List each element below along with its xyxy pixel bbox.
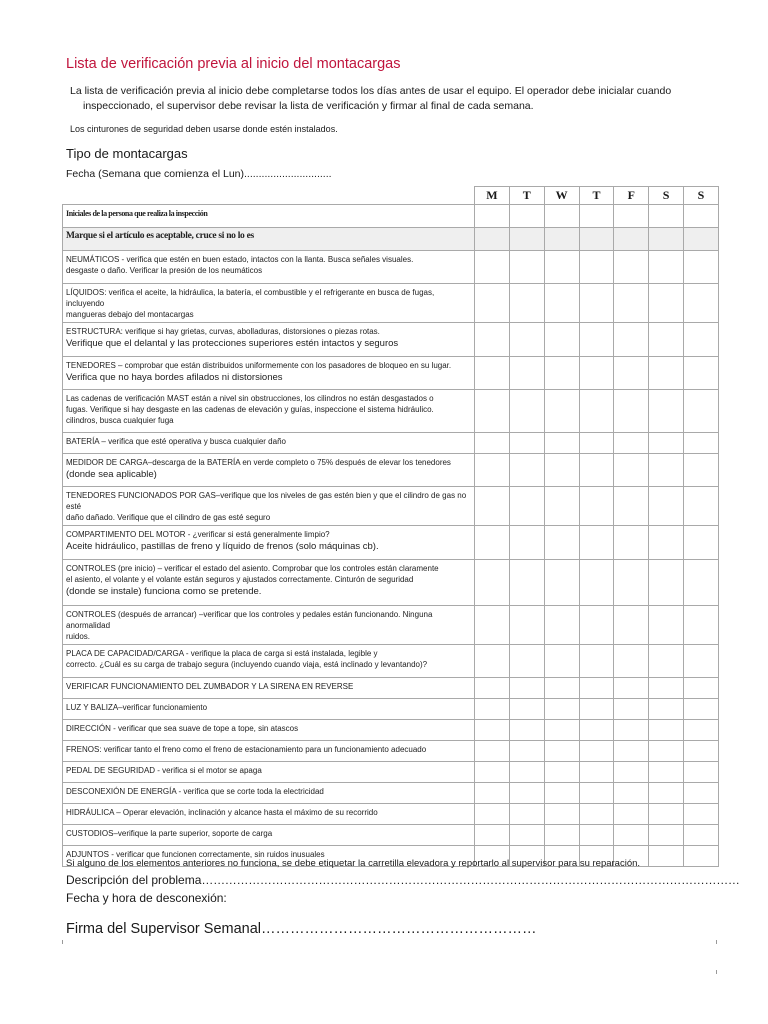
checklist-item-line: daño dañado. Verifique que el cilindro de gas esté seguro [66,513,271,522]
day-header-sat: S [649,187,684,205]
day-check-cell[interactable] [684,433,719,454]
checklist-item-text [63,645,475,678]
day-check-cell[interactable] [544,454,579,487]
day-check-cell[interactable] [475,357,510,390]
seatbelt-note [66,122,338,137]
corner-tick [716,970,717,974]
checklist-row [63,487,719,526]
day-check-cell[interactable] [684,645,719,678]
day-header-mon: M [475,187,510,205]
day-check-cell[interactable] [475,284,510,323]
checklist-item-line: PEDAL DE SEGURIDAD - verifica si el motor se apaga [66,766,262,775]
day-check-cell[interactable] [544,433,579,454]
checklist-item-line: correcto. ¿Cuál es su carga de trabajo segura (incluyendo cuando viaja, está inclinado y levantando)? [66,660,428,669]
day-check-cell[interactable] [509,560,544,606]
checklist-item-line: ADJUNTOS - verificar que funcionen correctamente, sin ruidos inusuales [66,850,325,859]
checklist-row [63,783,719,804]
day-check-cell[interactable] [509,205,544,228]
day-check-cell[interactable] [509,762,544,783]
day-check-cell[interactable] [614,741,649,762]
day-check-cell[interactable] [649,804,684,825]
day-check-cell[interactable] [509,678,544,699]
day-check-cell[interactable] [475,323,510,357]
checklist-item-line: BATERÍA – verifica que esté operativa y busca cualquier daño [66,437,286,446]
failure-note: Si alguno de los elementos anteriores no funciona, se debe etiquetar la carretilla elevadora y reportarlo al supervisor para su reparación. [66,858,641,869]
day-check-cell[interactable] [544,804,579,825]
day-check-cell[interactable] [475,251,510,284]
day-check-cell[interactable] [544,284,579,323]
day-check-cell[interactable] [509,433,544,454]
day-check-cell[interactable] [649,390,684,433]
checklist-item-line: VERIFICAR FUNCIONAMIENTO DEL ZUMBADOR Y LA SIRENA EN REVERSE [66,682,354,691]
day-check-cell[interactable] [475,606,510,645]
day-check-cell[interactable] [684,762,719,783]
day-check-cell[interactable] [649,560,684,606]
checklist-item-line: NEUMÁTICOS - verifica que estén en buen estado, intactos con la llanta. Busca señales visuales. [66,255,414,264]
problem-description-dots: ………………………………………………………………………………………………………………………… [201,873,740,887]
day-check-cell[interactable] [544,487,579,526]
checklist-item-text [63,825,475,846]
checklist-item-line: Aceite hidráulico, pastillas de freno y líquido de frenos (solo máquinas cb). [66,541,379,552]
day-check-cell[interactable] [475,720,510,741]
day-check-cell[interactable] [579,678,614,699]
day-check-cell[interactable] [649,433,684,454]
day-check-cell[interactable] [579,720,614,741]
day-check-cell[interactable] [509,357,544,390]
checklist-item-line: Verifique que el delantal y las protecciones superiores estén intactos y seguros [66,338,399,349]
checklist-item-line: FRENOS: verificar tanto el freno como el freno de estacionamiento para un funcionamiento adecuado [66,745,427,754]
day-check-cell[interactable] [649,487,684,526]
checklist-item-line: Verifica que no haya bordes afilados ni distorsiones [66,372,283,383]
day-check-cell[interactable] [579,251,614,284]
checklist-item-text [63,433,475,454]
checklist-item-line: el asiento, el volante y el volante están seguros y ajustados correctamente. Cinturón de seguridad [66,575,414,584]
intro-paragraph [66,84,706,114]
day-check-cell[interactable] [475,487,510,526]
day-check-cell[interactable] [579,699,614,720]
day-check-cell[interactable] [684,487,719,526]
day-check-cell[interactable] [544,251,579,284]
checklist-row [63,804,719,825]
checklist-item-line: MEDIDOR DE CARGA–descarga de la BATERÍA en verde completo o 75% después de elevar los tenedores [66,458,451,467]
checklist-item-line: desgaste o daño. Verificar la presión de los neumáticos [66,266,263,275]
day-check-cell[interactable] [509,526,544,560]
day-check-cell[interactable] [614,284,649,323]
days-header-row [63,187,719,205]
day-check-cell[interactable] [579,741,614,762]
checklist-item-line: CONTROLES (después de arrancar) –verificar que los controles y pedales están funcionando. Ninguna anormalidad [66,610,433,630]
day-check-cell[interactable] [614,487,649,526]
day-check-cell[interactable] [509,825,544,846]
checklist-row [63,741,719,762]
checklist-row [63,762,719,783]
day-check-cell[interactable] [684,678,719,699]
day-check-cell[interactable] [649,251,684,284]
day-check-cell[interactable] [579,526,614,560]
checklist-item-text [63,741,475,762]
checklist-row [63,205,719,228]
day-header-wed: W [544,187,579,205]
day-check-cell[interactable] [475,228,510,251]
checklist-item-line: DESCONEXIÓN DE ENERGÍA - verifica que se corte toda la electricidad [66,787,324,796]
checklist-item-line: mangueras debajo del montacargas [66,310,194,319]
checklist-item-line: PLACA DE CAPACIDAD/CARGA - verifique la placa de carga si está instalada, legible y [66,649,378,658]
day-check-cell[interactable] [509,228,544,251]
day-header-tue: T [509,187,544,205]
day-check-cell[interactable] [579,783,614,804]
day-check-cell[interactable] [579,357,614,390]
checklist-item-text [63,804,475,825]
checklist-item-text [63,251,475,284]
day-check-cell[interactable] [684,783,719,804]
day-check-cell[interactable] [614,699,649,720]
checklist-item-line: DIRECCIÓN - verificar que sea suave de tope a tope, sin atascos [66,724,299,733]
day-check-cell[interactable] [544,645,579,678]
forklift-type-label: Tipo de montacargas [66,146,188,161]
checklist-row [63,284,719,323]
day-check-cell[interactable] [684,284,719,323]
day-check-cell[interactable] [649,606,684,645]
day-check-cell[interactable] [684,251,719,284]
checklist-row [63,390,719,433]
day-check-cell[interactable] [614,762,649,783]
day-check-cell[interactable] [614,720,649,741]
checklist-item-line: Iniciales de la persona que realiza la inspección [66,209,208,218]
day-check-cell[interactable] [544,699,579,720]
checklist-row [63,454,719,487]
day-check-cell[interactable] [475,825,510,846]
checklist-item-line: Marque si el artículo es aceptable, cruce si no lo es [66,231,254,241]
day-check-cell[interactable] [475,560,510,606]
checklist-row [63,228,719,251]
checklist-item-line: LUZ Y BALIZA–verificar funcionamiento [66,703,208,712]
checklist-item-line: LÍQUIDOS: verifica el aceite, la hidráulica, la batería, el combustible y el refrigerante en busca de fugas, incluyendo [66,288,435,308]
day-check-cell[interactable] [475,762,510,783]
checklist-item-text [63,487,475,526]
day-check-cell[interactable] [509,741,544,762]
checklist-item-text [63,720,475,741]
checklist-item-line: CONTROLES (pre inicio) – verificar el estado del asiento. Comprobar que los controles están claramente [66,564,439,573]
checklist-row [63,357,719,390]
day-check-cell[interactable] [649,762,684,783]
day-check-cell[interactable] [475,699,510,720]
day-check-cell[interactable] [544,390,579,433]
checklist-item-line: ESTRUCTURA: verifique si hay grietas, curvas, abolladuras, distorsiones o piezas rotas. [66,327,380,336]
day-check-cell[interactable] [509,487,544,526]
checklist-item-text [63,357,475,390]
checklist-item-line: HIDRÁULICA – Operar elevación, inclinación y alcance hasta el máximo de su recorrido [66,808,378,817]
checklist-item-text [63,205,475,228]
day-check-cell[interactable] [649,526,684,560]
day-check-cell[interactable] [509,251,544,284]
day-check-cell[interactable] [475,741,510,762]
corner-tick [62,940,63,944]
day-check-cell[interactable] [649,720,684,741]
day-check-cell[interactable] [649,645,684,678]
day-check-cell[interactable] [544,205,579,228]
day-check-cell[interactable] [475,645,510,678]
day-check-cell[interactable] [509,720,544,741]
corner-tick [716,940,717,944]
checklist-item-line: fugas. Verifique si hay desgaste en las cadenas de elevación y guías, inspeccione el sistema hidráulico. [66,405,434,414]
day-check-cell[interactable] [509,390,544,433]
day-check-cell[interactable] [475,783,510,804]
day-check-cell[interactable] [614,804,649,825]
day-header-sun: S [684,187,719,205]
checklist-item-line: ruidos. [66,632,91,641]
day-check-cell[interactable] [614,526,649,560]
day-check-cell[interactable] [544,678,579,699]
day-check-cell[interactable] [614,825,649,846]
checklist-item-text [63,783,475,804]
day-check-cell[interactable] [544,560,579,606]
checklist-rows [63,205,719,867]
checklist-row [63,526,719,560]
day-check-cell[interactable] [649,699,684,720]
day-check-cell[interactable] [579,487,614,526]
checklist-row [63,645,719,678]
checklist-item-line: TENEDORES FUNCIONADOS POR GAS–verifique que los niveles de gas estén bien y que el cilindro de gas no esté [66,491,467,511]
day-check-cell[interactable] [579,205,614,228]
page-title: Lista de verificación previa al inicio del montacargas [66,56,401,72]
problem-description-label: Descripción del problema [66,873,202,887]
day-check-cell[interactable] [614,783,649,804]
checklist-item-text [63,284,475,323]
day-check-cell[interactable] [614,454,649,487]
problem-description-field[interactable] [66,873,740,887]
day-check-cell[interactable] [614,606,649,645]
checklist-row [63,720,719,741]
day-check-cell[interactable] [614,205,649,228]
day-check-cell[interactable] [475,390,510,433]
day-check-cell[interactable] [579,560,614,606]
day-check-cell[interactable] [614,678,649,699]
checklist-item-text [63,323,475,357]
day-check-cell[interactable] [684,825,719,846]
day-check-cell[interactable] [684,846,719,867]
day-check-cell[interactable] [475,205,510,228]
day-check-cell[interactable] [684,390,719,433]
checklist-item-line: (donde sea aplicable) [66,469,157,480]
day-check-cell[interactable] [579,825,614,846]
day-check-cell[interactable] [509,645,544,678]
day-check-cell[interactable] [579,390,614,433]
day-check-cell[interactable] [684,804,719,825]
header-blank [63,187,475,205]
day-check-cell[interactable] [579,762,614,783]
checklist-item-line: cilindros, busca cualquier fuga [66,416,174,425]
day-check-cell[interactable] [509,606,544,645]
day-check-cell[interactable] [614,645,649,678]
checklist-table [62,186,719,867]
day-check-cell[interactable] [614,560,649,606]
checklist-item-text [63,390,475,433]
day-check-cell[interactable] [684,606,719,645]
day-check-cell[interactable] [684,526,719,560]
day-check-cell[interactable] [649,783,684,804]
checklist-row [63,699,719,720]
day-check-cell[interactable] [614,390,649,433]
day-check-cell[interactable] [649,284,684,323]
day-check-cell[interactable] [579,804,614,825]
day-check-cell[interactable] [649,228,684,251]
week-date-label: Fecha (Semana que comienza el Lun).............................. [66,168,332,180]
day-check-cell[interactable] [649,205,684,228]
day-check-cell[interactable] [579,228,614,251]
checklist-item-text [63,454,475,487]
checklist-row [63,251,719,284]
checklist-item-text [63,526,475,560]
day-check-cell[interactable] [684,699,719,720]
day-check-cell[interactable] [544,741,579,762]
day-check-cell[interactable] [509,454,544,487]
checklist-item-text [63,606,475,645]
day-check-cell[interactable] [684,741,719,762]
disconnection-datetime-label: Fecha y hora de desconexión: [66,891,227,905]
day-check-cell[interactable] [649,825,684,846]
day-header-thu: T [579,187,614,205]
checklist-item-line: COMPARTIMENTO DEL MOTOR - ¿verificar si está generalmente limpio? [66,530,330,539]
day-check-cell[interactable] [544,357,579,390]
seatbelt-note-text: Los cinturones de seguridad deben usarse donde estén instalados. [70,124,338,134]
day-check-cell[interactable] [475,526,510,560]
day-check-cell[interactable] [475,678,510,699]
day-check-cell[interactable] [579,323,614,357]
day-check-cell[interactable] [684,720,719,741]
day-check-cell[interactable] [649,678,684,699]
checklist-row [63,433,719,454]
day-check-cell[interactable] [614,228,649,251]
checklist-item-text [63,699,475,720]
day-check-cell[interactable] [684,560,719,606]
supervisor-signature-field[interactable] [66,921,537,937]
day-check-cell[interactable] [509,284,544,323]
day-check-cell[interactable] [544,526,579,560]
day-check-cell[interactable] [579,433,614,454]
day-check-cell[interactable] [544,783,579,804]
day-check-cell[interactable] [684,228,719,251]
day-check-cell[interactable] [509,699,544,720]
day-check-cell[interactable] [614,433,649,454]
checklist-row [63,606,719,645]
day-check-cell[interactable] [544,825,579,846]
day-check-cell[interactable] [544,720,579,741]
intro-line-2: inspeccionado, el supervisor debe revisar la lista de verificación y firmar al final de cada semana. [83,100,534,112]
day-check-cell[interactable] [579,606,614,645]
checklist-item-line: TENEDORES – comprobar que están distribuidos uniformemente con los pasadores de bloqueo en su lugar. [66,361,452,370]
day-check-cell[interactable] [509,323,544,357]
day-check-cell[interactable] [684,454,719,487]
checklist-item-line: CUSTODIOS–verifique la parte superior, soporte de carga [66,829,273,838]
day-check-cell[interactable] [579,284,614,323]
day-check-cell[interactable] [649,846,684,867]
day-check-cell[interactable] [649,357,684,390]
day-check-cell[interactable] [649,741,684,762]
supervisor-signature-dots: ………………………………………………… [261,921,537,937]
day-check-cell[interactable] [509,804,544,825]
checklist-item-text [63,762,475,783]
day-check-cell[interactable] [684,205,719,228]
checklist-row [63,825,719,846]
day-check-cell[interactable] [614,251,649,284]
day-check-cell[interactable] [614,323,649,357]
day-check-cell[interactable] [475,433,510,454]
day-check-cell[interactable] [544,228,579,251]
day-header-fri: F [614,187,649,205]
day-check-cell[interactable] [544,606,579,645]
day-check-cell[interactable] [509,783,544,804]
checklist-item-text [63,228,475,251]
day-check-cell[interactable] [614,357,649,390]
day-check-cell[interactable] [544,762,579,783]
checklist-item-text [63,678,475,699]
checklist-row [63,323,719,357]
day-check-cell[interactable] [579,645,614,678]
checklist-item-line: (donde se instale) funciona como se pretende. [66,586,262,597]
day-check-cell[interactable] [475,804,510,825]
day-check-cell[interactable] [475,454,510,487]
checklist-row [63,560,719,606]
day-check-cell[interactable] [684,357,719,390]
supervisor-signature-label: Firma del Supervisor Semanal [66,921,262,937]
checklist-row [63,678,719,699]
day-check-cell[interactable] [649,454,684,487]
checklist-item-line: Las cadenas de verificación MAST están a nivel sin obstrucciones, los cilindros no están desgastados o [66,394,434,403]
day-check-cell[interactable] [579,454,614,487]
day-check-cell[interactable] [649,323,684,357]
day-check-cell[interactable] [684,323,719,357]
checklist-item-text [63,560,475,606]
day-check-cell[interactable] [544,323,579,357]
intro-line-1: La lista de verificación previa al inicio debe completarse todos los días antes de usar el equipo. El operador debe inicialar cuando [70,85,672,97]
